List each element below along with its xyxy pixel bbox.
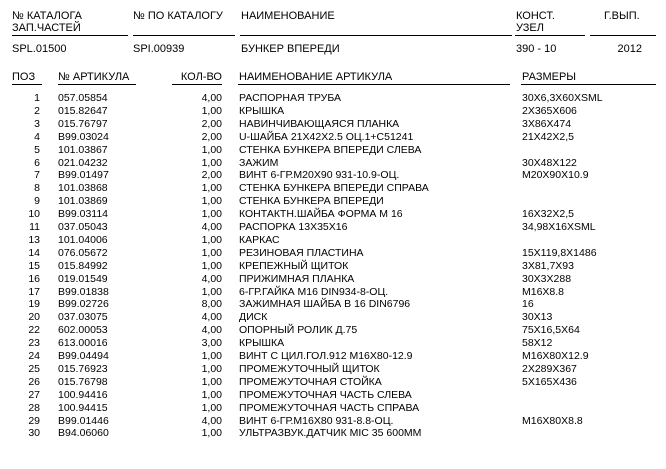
- row-name: КРЕПЕЖНЫЙ ЩИТОК: [239, 259, 349, 272]
- const-value: 390 - 10: [516, 43, 557, 55]
- row-size: 58X12: [522, 337, 553, 350]
- col-name-header: НАИМЕНОВАНИЕ АРТИКУЛА: [239, 71, 393, 83]
- row-name: КОНТАКТН.ШАЙБА ФОРМА M 16: [239, 208, 403, 221]
- row-name: РАСПОРНАЯ ТРУБА: [239, 92, 341, 104]
- header-rule-const: [515, 35, 585, 36]
- row-qty: 1,00: [201, 233, 222, 246]
- row-size: 15X119,8X1486: [522, 246, 597, 259]
- row-pos: 9: [34, 195, 40, 208]
- row-pos: 25: [28, 362, 40, 375]
- row-article: 101.04006: [58, 233, 108, 246]
- row-qty: 1,00: [201, 246, 222, 259]
- row-qty: 2,00: [201, 169, 222, 182]
- col-rule-pos: [12, 84, 42, 85]
- table-row: [0, 427, 666, 439]
- name-value: БУНКЕР ВПЕРЕДИ: [241, 43, 340, 55]
- row-article: 015.76923: [58, 362, 108, 375]
- row-qty: 1,00: [201, 156, 222, 169]
- row-article: B99.03024: [58, 130, 109, 143]
- row-qty: 1,00: [201, 259, 222, 272]
- row-name: ПРОМЕЖУТОЧНАЯ ЧАСТЬ СПРАВА: [239, 401, 420, 414]
- row-article: 015.76798: [58, 375, 108, 388]
- row-article: 100.94416: [58, 388, 108, 401]
- name-label: НАИМЕНОВАНИЕ: [241, 10, 335, 22]
- row-size: 30X48X122: [522, 156, 577, 169]
- row-pos: 11: [29, 221, 40, 233]
- table-row: [0, 92, 666, 104]
- row-qty: 4,00: [201, 414, 222, 427]
- table-row: [0, 118, 666, 130]
- row-pos: 26: [28, 375, 40, 388]
- row-size: 3X81,7X93: [522, 259, 574, 272]
- const-label-line1: КОНСТ.: [516, 10, 555, 22]
- row-article: 602.00053: [58, 324, 108, 337]
- row-size: 3X86X474: [522, 117, 572, 130]
- row-article: 076.05672: [58, 246, 108, 259]
- row-article: 613.00016: [58, 337, 108, 350]
- row-name: ОПОРНЫЙ РОЛИК Д.75: [239, 324, 358, 337]
- table-row: [0, 324, 666, 336]
- table-row: [0, 157, 666, 169]
- row-name: СТЕНКА БУНКЕРА ВПЕРЕДИ СЛЕВА: [239, 143, 422, 156]
- row-name: ВИНТ С ЦИЛ.ГОЛ.912 M16X80-12.9: [239, 350, 413, 362]
- table-row: [0, 131, 666, 143]
- table-row: [0, 298, 666, 310]
- header-rule-year: [590, 35, 656, 36]
- row-pos: 20: [28, 311, 40, 324]
- row-qty: 4,00: [201, 92, 222, 104]
- row-name: ПРОМЕЖУТОЧНЫЙ ЩИТОК: [239, 362, 380, 375]
- table-row: [0, 286, 666, 298]
- row-article: B99.01497: [58, 169, 109, 182]
- row-qty: 2,00: [201, 130, 222, 143]
- row-pos: 7: [34, 169, 40, 182]
- table-row: [0, 195, 666, 207]
- by-catalog-label: № ПО КАТАЛОГУ: [133, 10, 223, 22]
- row-article: B99.01446: [58, 414, 109, 427]
- catalog-number-label-line1: № КАТАЛОГА: [12, 10, 83, 22]
- row-qty: 1,00: [201, 208, 222, 221]
- const-label-line2: УЗЕЛ: [516, 22, 544, 34]
- row-name: ПРОМЕЖУТОЧНАЯ ЧАСТЬ СЛЕВА: [239, 388, 412, 401]
- row-pos: 23: [28, 337, 40, 350]
- row-article: 101.03869: [58, 195, 108, 208]
- row-pos: 6: [34, 156, 40, 169]
- table-row: [0, 389, 666, 401]
- by-catalog-value: SPI.00939: [133, 43, 185, 55]
- table-row: [0, 376, 666, 388]
- row-article: 100.94415: [58, 401, 108, 414]
- table-row: [0, 208, 666, 220]
- row-pos: 16: [28, 272, 40, 285]
- row-qty: 1,00: [201, 350, 222, 362]
- table-row: [0, 234, 666, 246]
- row-name: U-ШАЙБА 21X42X2.5 ОЦ.1+C51241: [239, 130, 414, 143]
- row-name: СТЕНКА БУНКЕРА ВПЕРЕДИ: [239, 195, 384, 208]
- row-name: ВИНТ 6-ГР.M20X90 931-10.9-ОЦ.: [239, 169, 400, 182]
- col-article-header: № АРТИКУЛА: [58, 71, 130, 83]
- row-name: ПРИЖИМНАЯ ПЛАНКА: [239, 272, 355, 285]
- row-qty: 1,00: [201, 362, 222, 375]
- row-pos: 17: [28, 285, 40, 298]
- row-qty: 1,00: [201, 285, 222, 298]
- row-article: 057.05854: [58, 92, 108, 104]
- col-rule-size: [521, 84, 656, 85]
- row-article: 019.01549: [58, 272, 108, 285]
- row-pos: 19: [28, 298, 40, 311]
- row-size: 21X42X2,5: [522, 130, 574, 143]
- row-pos: 1: [34, 92, 40, 104]
- row-qty: 4,00: [201, 311, 222, 324]
- row-article: B99.04494: [58, 350, 109, 362]
- row-qty: 2,00: [201, 117, 222, 130]
- row-pos: 22: [28, 324, 40, 337]
- row-size: 5X165X436: [522, 375, 577, 388]
- row-qty: 1,00: [201, 104, 222, 117]
- catalog-number-label-line2: ЗАП.ЧАСТЕЙ: [12, 22, 81, 34]
- row-article: B99.01838: [58, 285, 109, 298]
- row-article: 037.03075: [58, 311, 108, 324]
- year-label: Г.ВЫП.: [604, 10, 640, 22]
- row-name: УЛЬТРАЗВУК.ДАТЧИК MIC 35 600MM: [239, 427, 422, 440]
- row-size: 16X32X2,5: [522, 208, 574, 221]
- row-size: M16X80X12.9: [522, 350, 589, 362]
- row-name: ЗАЖИМ: [239, 156, 279, 169]
- row-article: 021.04232: [58, 156, 108, 169]
- year-value: 2012: [617, 43, 642, 55]
- col-rule-qty: [172, 84, 222, 85]
- table-row: [0, 415, 666, 427]
- row-name: КАРКАС: [239, 233, 280, 246]
- table-row: [0, 182, 666, 194]
- row-pos: 4: [34, 130, 40, 143]
- table-row: [0, 337, 666, 349]
- row-size: 75X16,5X64: [522, 324, 580, 337]
- row-article: B99.03114: [58, 208, 109, 221]
- row-pos: 15: [28, 259, 40, 272]
- row-qty: 1,00: [201, 195, 222, 208]
- row-name: 6-ГР.ГАЙКА M16 DIN934-8-ОЦ.: [239, 285, 389, 298]
- row-name: РЕЗИНОВАЯ ПЛАСТИНА: [239, 246, 364, 259]
- row-pos: 24: [28, 350, 40, 362]
- row-pos: 8: [34, 182, 40, 195]
- row-pos: 30: [28, 427, 40, 440]
- row-name: ВИНТ 6-ГР.M16X80 931-8.8-ОЦ.: [239, 414, 394, 427]
- row-size: 30X13: [522, 311, 553, 324]
- table-row: [0, 221, 666, 233]
- row-article: 015.82647: [58, 104, 108, 117]
- col-pos-header: ПОЗ: [12, 71, 36, 83]
- col-rule-article: [58, 84, 136, 85]
- col-qty-header: КОЛ-ВО: [180, 71, 222, 83]
- row-pos: 27: [28, 388, 40, 401]
- table-row: [0, 247, 666, 259]
- row-article: B94.06060: [58, 427, 109, 440]
- row-qty: 1,00: [201, 375, 222, 388]
- row-size: M16X80X8.8: [522, 414, 583, 427]
- row-size: 30X3X288: [522, 272, 572, 285]
- table-row: [0, 144, 666, 156]
- row-qty: 1,00: [201, 182, 222, 195]
- row-qty: 4,00: [201, 272, 222, 285]
- row-qty: 8,00: [201, 298, 222, 311]
- row-pos: 10: [28, 208, 40, 221]
- table-row: [0, 273, 666, 285]
- col-rule-name: [238, 84, 510, 85]
- row-name: ПРОМЕЖУТОЧНАЯ СТОЙКА: [239, 375, 382, 388]
- row-size: 2X365X606: [522, 104, 577, 117]
- header-rule-name: [240, 35, 512, 36]
- row-size: 16: [522, 298, 534, 311]
- row-name: РАСПОРКА 13X35X16: [239, 221, 348, 233]
- row-qty: 1,00: [201, 401, 222, 414]
- row-name: КРЫШКА: [239, 104, 285, 117]
- row-size: 30X6,3X60XSML: [522, 92, 603, 104]
- row-article: 101.03868: [58, 182, 108, 195]
- row-qty: 4,00: [201, 324, 222, 337]
- row-name: СТЕНКА БУНКЕРА ВПЕРЕДИ СПРАВА: [239, 182, 429, 195]
- row-qty: 1,00: [201, 143, 222, 156]
- table-row: [0, 169, 666, 181]
- row-size: M20X90X10.9: [522, 169, 589, 182]
- header-rule-catalog: [12, 35, 128, 36]
- table-row: [0, 350, 666, 362]
- row-qty: 1,00: [201, 388, 222, 401]
- row-article: B99.02726: [58, 298, 109, 311]
- header-rule-by-catalog: [133, 35, 235, 36]
- row-article: 015.84992: [58, 259, 108, 272]
- row-size: 2X289X367: [522, 362, 577, 375]
- row-article: 101.03867: [58, 143, 108, 156]
- row-pos: 29: [28, 414, 40, 427]
- row-pos: 14: [28, 246, 40, 259]
- row-article: 037.05043: [58, 221, 108, 233]
- table-row: [0, 105, 666, 117]
- row-name: ДИСК: [239, 311, 268, 324]
- row-pos: 13: [28, 233, 40, 246]
- row-article: 015.76797: [58, 117, 108, 130]
- row-name: ЗАЖИМНАЯ ШАЙБА В 16 DIN6796: [239, 298, 411, 311]
- table-row: [0, 363, 666, 375]
- row-pos: 3: [34, 117, 40, 130]
- col-size-header: РАЗМЕРЫ: [522, 71, 577, 83]
- table-row: [0, 402, 666, 414]
- row-size: 34,98X16XSML: [522, 221, 596, 233]
- row-pos: 2: [34, 104, 40, 117]
- row-qty: 3,00: [201, 337, 222, 350]
- row-name: КРЫШКА: [239, 337, 285, 350]
- table-row: [0, 311, 666, 323]
- row-pos: 5: [34, 143, 40, 156]
- row-pos: 28: [28, 401, 40, 414]
- row-qty: 4,00: [201, 221, 222, 233]
- row-size: M16X8.8: [522, 285, 565, 298]
- table-row: [0, 260, 666, 272]
- catalog-number-value: SPL.01500: [12, 43, 67, 55]
- row-name: НАВИНЧИВАЮЩАЯСЯ ПЛАНКА: [239, 117, 400, 130]
- row-qty: 1,00: [201, 427, 222, 440]
